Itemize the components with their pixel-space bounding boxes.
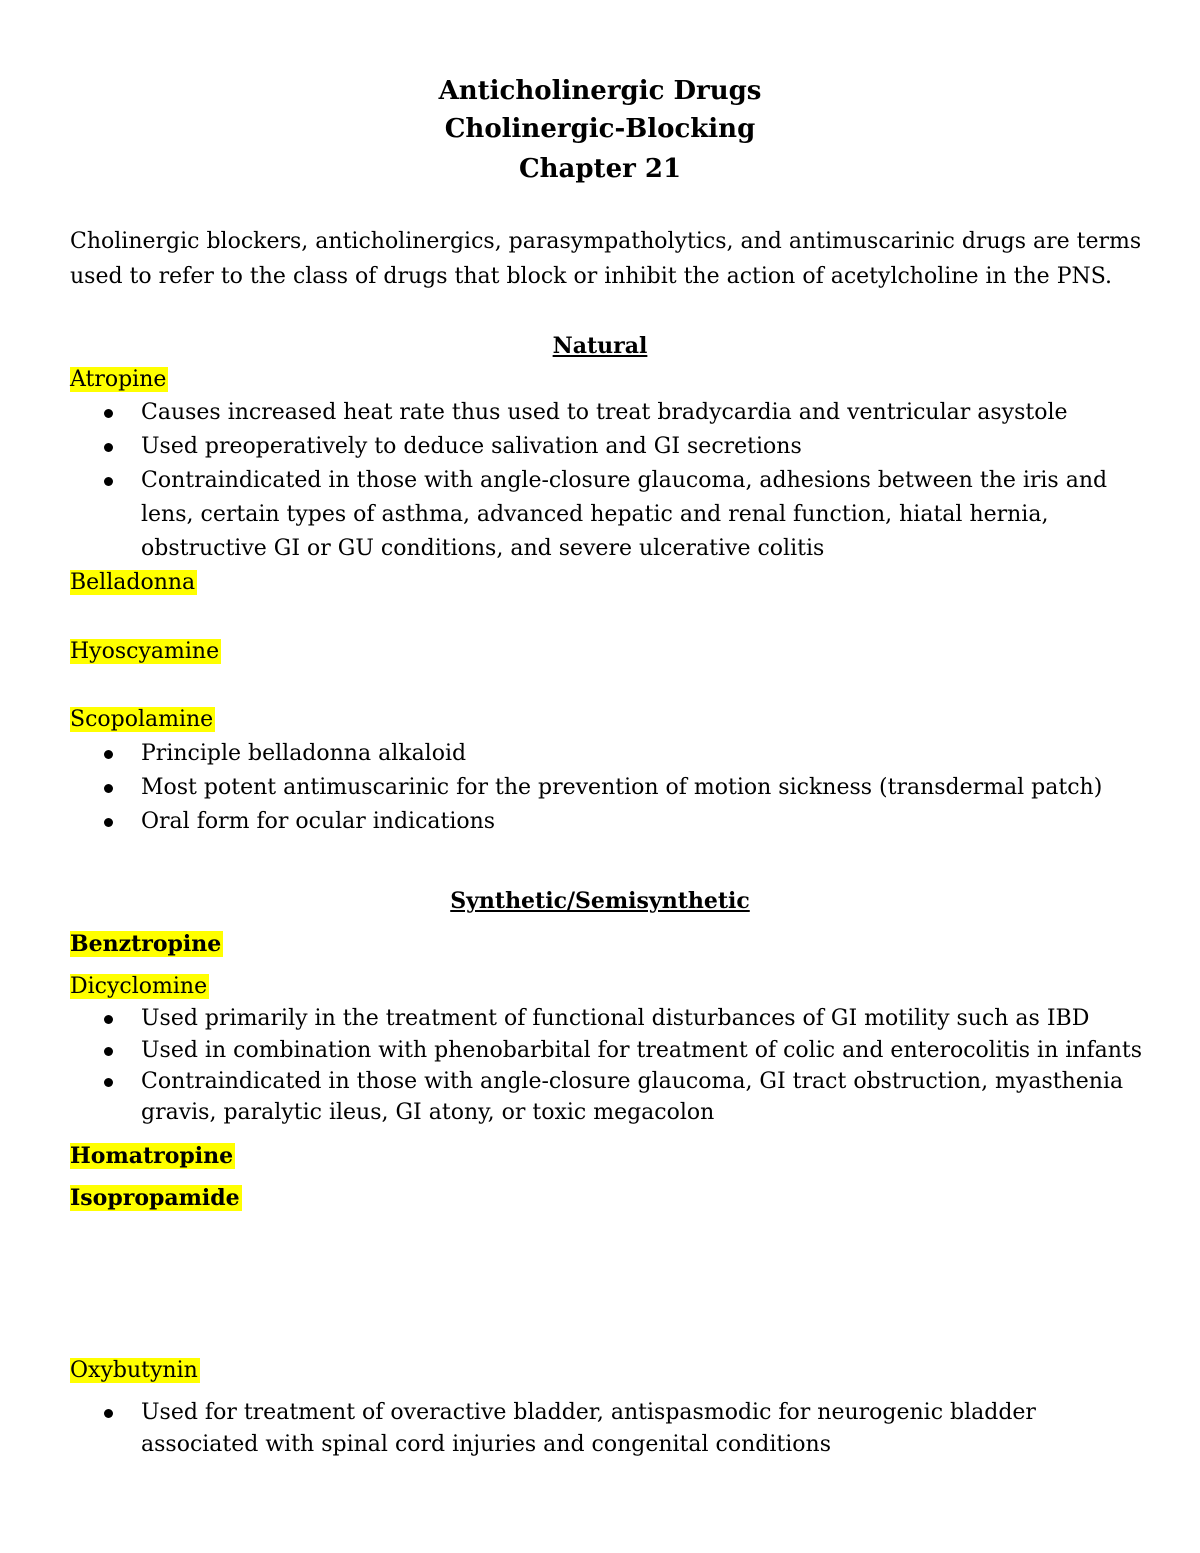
drug-heading-dicyclomine xyxy=(70,972,209,1002)
bullet-text-continuation: obstructive GI or GU conditions, and severe ulcerative colitis xyxy=(141,536,825,561)
bullet-text: Oral form for ocular indications xyxy=(141,809,496,834)
drug-heading-scopolamine xyxy=(70,705,215,735)
bullet-text-continuation: lens, certain types of asthma, advanced hepatic and renal function, hiatal hernia, xyxy=(141,502,1049,527)
bullet-icon xyxy=(104,750,113,759)
bullet-icon xyxy=(104,1409,113,1418)
bullet-text: Used preoperatively to deduce salivation and GI secretions xyxy=(141,434,802,459)
drug-heading-hyoscyamine xyxy=(70,637,221,667)
intro-line: Cholinergic blockers, anticholinergics, parasympatholytics, and antimuscarinic drugs are terms xyxy=(70,229,1142,254)
drug-heading-oxybutynin xyxy=(70,1356,200,1386)
bullet-icon xyxy=(104,1047,113,1056)
drug-name: Homatropine xyxy=(70,1143,234,1169)
bullet-icon xyxy=(104,1015,113,1024)
drug-heading-benztropine xyxy=(70,929,223,960)
bullet-text: Principle belladonna alkaloid xyxy=(141,741,467,766)
bullet-text: Causes increased heat rate thus used to treat bradycardia and ventricular asystole xyxy=(141,400,1068,425)
bullet-text: Contraindicated in those with angle-closure glaucoma, GI tract obstruction, myasthenia xyxy=(141,1069,1124,1094)
document-subtitle: Cholinergic-Blocking xyxy=(444,114,756,144)
bullet-text: Contraindicated in those with angle-closure glaucoma, adhesions between the iris and xyxy=(141,468,1108,493)
bullet-icon xyxy=(104,477,113,486)
drug-name: Belladonna xyxy=(70,570,196,595)
bullet-text-continuation: associated with spinal cord injuries and congenital conditions xyxy=(141,1432,831,1457)
bullet-text: Used primarily in the treatment of functional disturbances of GI motility such as IBD xyxy=(141,1006,1090,1031)
bullet-text-continuation: gravis, paralytic ileus, GI atony, or toxic megacolon xyxy=(141,1100,715,1125)
bullet-icon xyxy=(104,818,113,827)
drug-name: Hyoscyamine xyxy=(70,639,220,664)
drug-name: Dicyclomine xyxy=(70,974,208,999)
bullet-icon xyxy=(104,409,113,418)
drug-heading-homatropine xyxy=(70,1141,235,1172)
bullet-icon xyxy=(104,1078,113,1087)
drug-name: Scopolamine xyxy=(70,707,214,732)
chapter-label: Chapter 21 xyxy=(518,154,682,184)
drug-name: Isopropamide xyxy=(70,1185,240,1211)
bullet-text: Used in combination with phenobarbital for treatment of colic and enterocolitis in infants xyxy=(141,1038,1142,1063)
bullet-icon xyxy=(104,784,113,793)
drug-heading-isopropamide xyxy=(70,1183,242,1214)
drug-heading-atropine xyxy=(70,365,168,395)
section-heading-synthetic: Synthetic/Semisynthetic xyxy=(450,888,750,914)
drug-name: Benztropine xyxy=(70,931,222,957)
drug-name: Atropine xyxy=(70,367,167,392)
bullet-text: Used for treatment of overactive bladder, antispasmodic for neurogenic bladder xyxy=(141,1400,1036,1425)
drug-name: Oxybutynin xyxy=(70,1358,198,1383)
bullet-text: Most potent antimuscarinic for the prevention of motion sickness (transdermal patch) xyxy=(141,775,1103,800)
intro-line: used to refer to the class of drugs that block or inhibit the action of acetylcholine in the PNS. xyxy=(70,264,1113,289)
section-heading-natural: Natural xyxy=(552,333,648,359)
drug-heading-belladonna xyxy=(70,568,197,598)
document-title: Anticholinergic Drugs xyxy=(438,76,762,106)
bullet-icon xyxy=(104,443,113,452)
